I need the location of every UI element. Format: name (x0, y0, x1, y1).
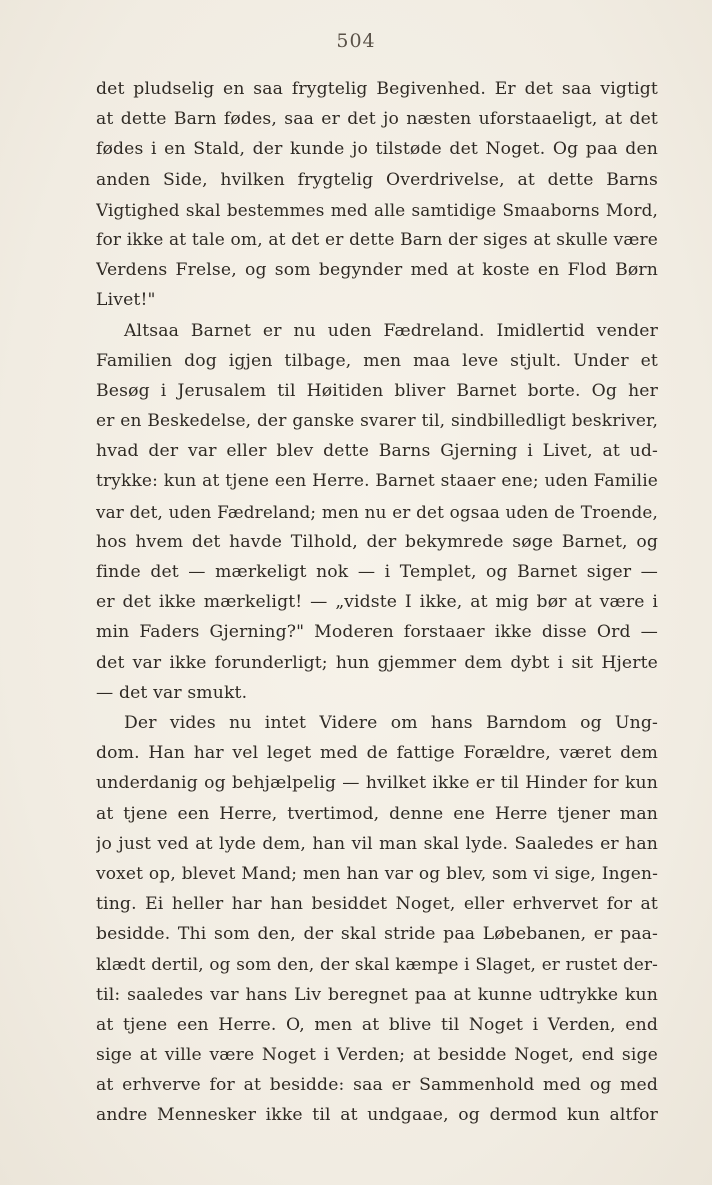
text-line: Altsaa Barnet er nu uden Fædreland. Imidlertid vender (124, 320, 658, 341)
text-line: Vigtighed skal bestemmes med alle samtidige Smaaborns Mord, (96, 199, 658, 220)
body-text (96, 74, 658, 1131)
text-line: dom. Han har vel leget med de fattige Forældre, været dem (96, 743, 658, 764)
text-line: anden Side, hvilken frygtelig Overdrivelse, at dette Barns (96, 169, 658, 190)
text-line: Der vides nu intet Videre om hans Barndom og Ung- (124, 712, 658, 733)
text-line: — det var smukt. (96, 682, 248, 703)
text-line: var det, uden Fædreland; men nu er det ogsaa uden de Troende, (96, 501, 658, 522)
text-line: min Faders Gjerning?" Moderen forstaaer ikke disse Ord — (96, 622, 658, 643)
text-line: er en Beskedelse, der ganske svarer til, sindbilledligt beskriver, (96, 411, 658, 432)
text-line: for ikke at tale om, at det er dette Barn der siges at skulle være (96, 229, 658, 250)
text-line: finde det — mærkeligt nok — i Templet, og Barnet siger — (96, 562, 658, 582)
page-number: 504 (336, 30, 376, 52)
text-line: jo just ved at lyde dem, han vil man skal lyde. Saaledes er han (96, 833, 658, 854)
text-line: hos hvem det havde Tilhold, der bekymrede søge Barnet, og (96, 531, 658, 552)
text-line: til: saaledes var hans Liv beregnet paa at kunne udtrykke kun (96, 984, 658, 1005)
text-line: at tjene een Herre. O, men at blive til Noget i Verden, end (96, 1014, 658, 1035)
text-line: besidde. Thi som den, der skal stride paa Løbebanen, er paa- (96, 924, 658, 945)
text-line: trykke: kun at tjene een Herre. Barnet staaer ene; uden Familie (96, 471, 658, 492)
text-line: at dette Barn fødes, saa er det jo næsten uforstaaeligt, at det (96, 109, 658, 130)
text-line: at tjene een Herre, tvertimod, denne ene Herre tjener man (96, 803, 658, 824)
text-line: at erhverve for at besidde: saa er Sammenhold med og med (96, 1075, 658, 1096)
text-line: klædt dertil, og som den, der skal kæmpe i Slaget, er rustet der- (96, 954, 658, 975)
text-line: er det ikke mærkeligt! — „vidste I ikke, at mig bør at være i (96, 592, 658, 613)
text-line: Familien dog igjen tilbage, men maa leve stjult. Under et (96, 350, 658, 371)
text-line: sige at ville være Noget i Verden; at besidde Noget, end sige (96, 1045, 658, 1065)
text-line: andre Mennesker ikke til at undgaae, og dermod kun altfor (96, 1105, 658, 1126)
text-line: Livet!" (96, 290, 156, 311)
text-line: hvad der var eller blev dette Barns Gjerning i Livet, at ud- (96, 441, 658, 462)
text-line: fødes i en Stald, der kunde jo tilstøde det Noget. Og paa den (96, 139, 658, 160)
text-line: Verdens Frelse, og som begynder med at koste en Flod Børn (96, 260, 658, 281)
text-line: ting. Ei heller har han besiddet Noget, eller erhvervet for at (96, 894, 658, 915)
text-line: Besøg i Jerusalem til Høitiden bliver Barnet borte. Og her (96, 380, 658, 401)
text-line: det pludselig en saa frygtelig Begivenhed. Er det saa vigtigt (96, 79, 658, 99)
text-line: voxet op, blevet Mand; men han var og blev, som vi sige, Ingen- (96, 863, 658, 884)
text-line: underdanig og behjælpelig — hvilket ikke er til Hinder for kun (96, 773, 658, 794)
text-line: det var ikke forunderligt; hun gjemmer dem dybt i sit Hjerte (96, 652, 658, 673)
